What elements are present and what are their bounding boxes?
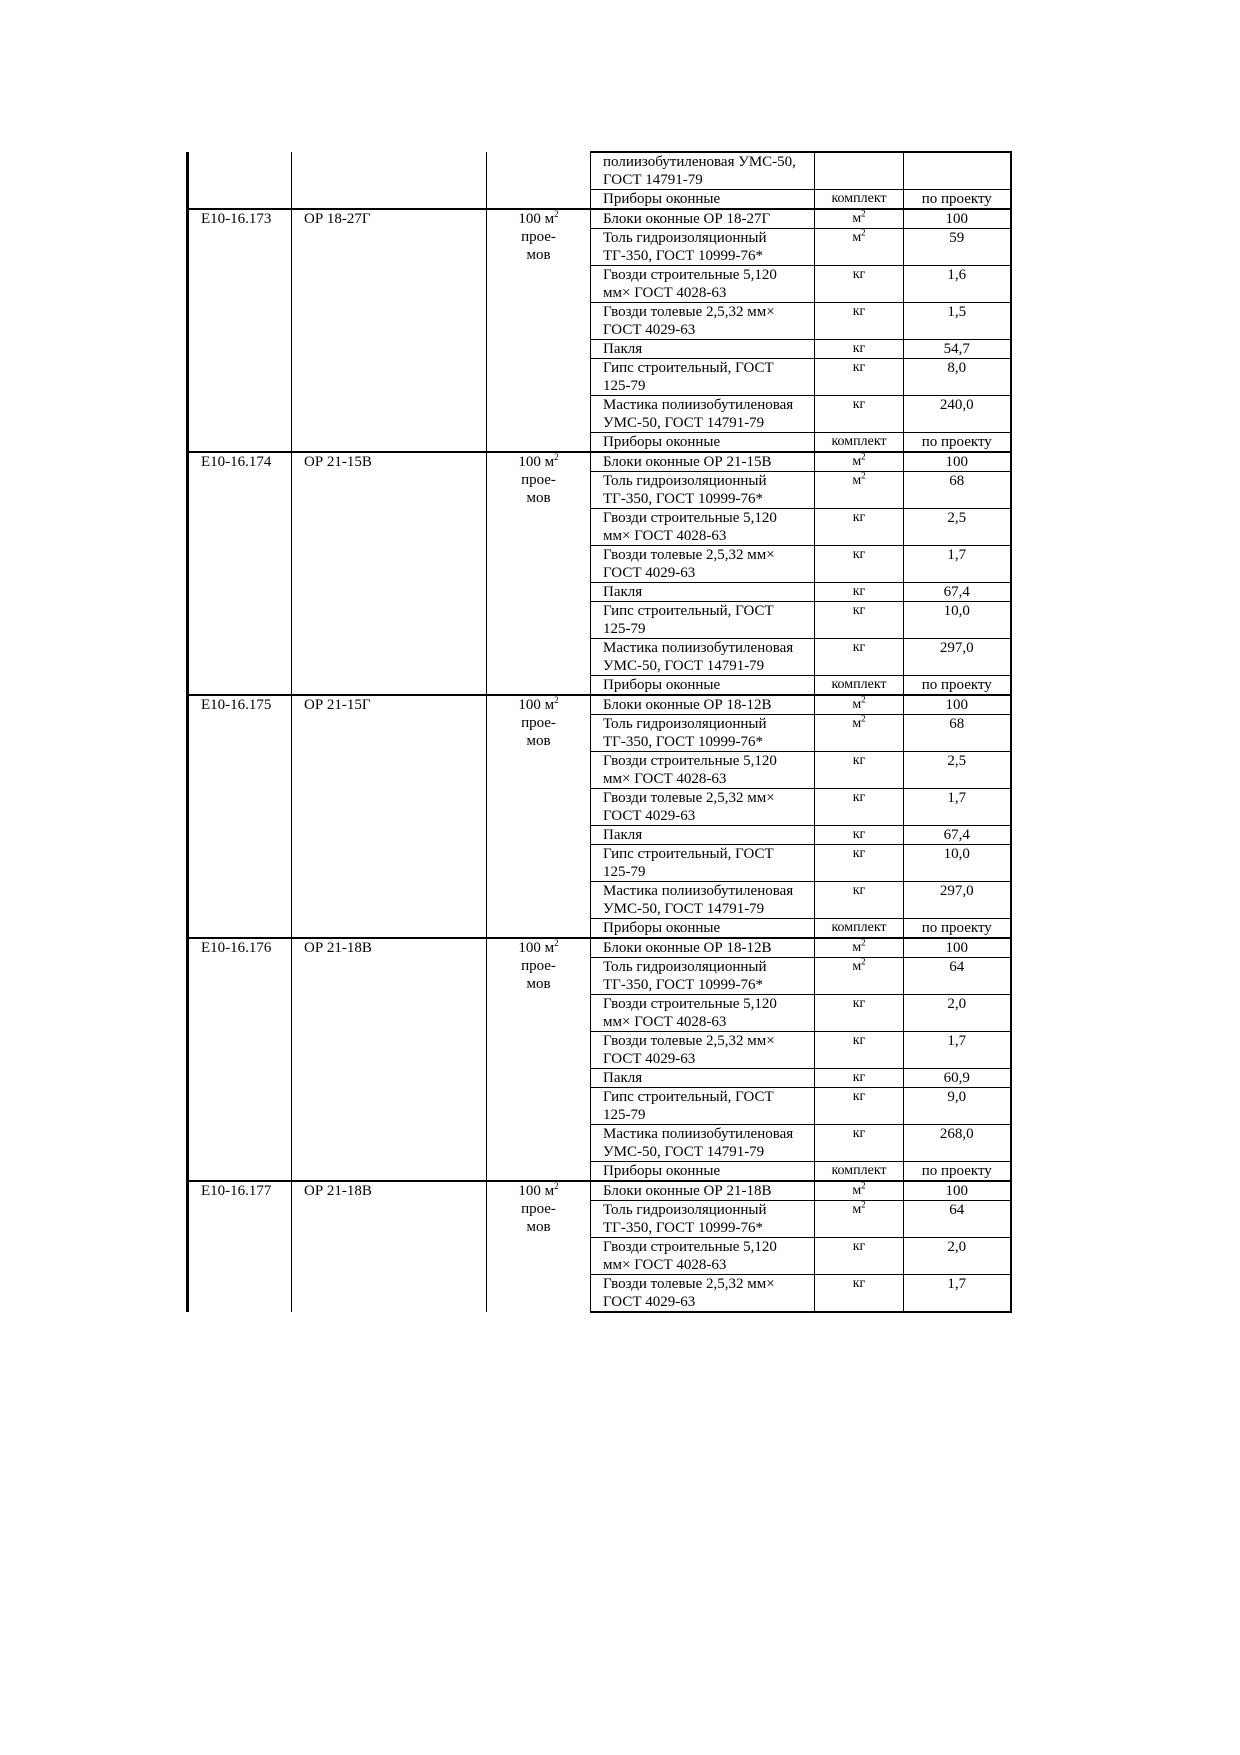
material-name: Гвозди толевые 2,5,32 мм× ГОСТ 4029-63 (591, 1275, 815, 1313)
table-body (188, 152, 1011, 1312)
material-name: Толь гидроизоляционный ТГ-350, ГОСТ 10999-76* (591, 472, 815, 509)
material-unit: кг (815, 1088, 904, 1125)
material-name: Гвозди строительные 5,120 мм× ГОСТ 4028-63 (591, 266, 815, 303)
resource-norms-table (186, 151, 1012, 1313)
material-qty: 2,0 (904, 995, 1011, 1032)
material-qty: по проекту (904, 1162, 1011, 1182)
material-unit: кг (815, 1275, 904, 1313)
material-name: Мастика полиизобутиленовая УМС-50, ГОСТ 14791-79 (591, 396, 815, 433)
material-unit: $м^2$ (815, 472, 904, 509)
measure-unit (487, 938, 591, 1181)
material-name: Приборы оконные (591, 190, 815, 210)
material-unit: $м^2$ (815, 938, 904, 958)
norm-code: Е10-16.175 (188, 695, 292, 938)
material-name: Приборы оконные (591, 676, 815, 696)
material-unit: кг (815, 396, 904, 433)
material-qty: 100 (904, 1181, 1011, 1201)
material-name: Гипс строительный, ГОСТ 125-79 (591, 1088, 815, 1125)
unit-cell (487, 152, 591, 209)
material-name: Гвозди строительные 5,120 мм× ГОСТ 4028-63 (591, 752, 815, 789)
material-qty: 64 (904, 958, 1011, 995)
measure-unit-line: мов (526, 1219, 551, 1235)
material-qty: 60,9 (904, 1069, 1011, 1088)
material-name: Приборы оконные (591, 919, 815, 939)
material-qty: 1,5 (904, 303, 1011, 340)
table-row (188, 209, 1011, 229)
material-qty (904, 152, 1011, 190)
material-unit: $м^2$ (815, 1181, 904, 1201)
measure-unit (487, 1181, 591, 1312)
material-qty: 67,4 (904, 583, 1011, 602)
material-qty: 297,0 (904, 882, 1011, 919)
material-qty: 240,0 (904, 396, 1011, 433)
measure-unit-line: мов (526, 976, 551, 992)
material-unit: $м^2$ (815, 715, 904, 752)
norm-code: Е10-16.174 (188, 452, 292, 695)
material-name: Мастика полиизобутиленовая УМС-50, ГОСТ 14791-79 (591, 882, 815, 919)
material-unit: кг (815, 789, 904, 826)
material-qty: 67,4 (904, 826, 1011, 845)
material-name: Гвозди толевые 2,5,32 мм× ГОСТ 4029-63 (591, 1032, 815, 1069)
material-name: Мастика полиизобутиленовая УМС-50, ГОСТ 14791-79 (591, 1125, 815, 1162)
norm-code: Е10-16.173 (188, 209, 292, 452)
material-unit: $м^2$ (815, 209, 904, 229)
measure-unit-line: 100 $м^2$ (518, 1181, 559, 1199)
measure-unit-line: 100 $м^2$ (518, 209, 559, 227)
material-unit: $м^2$ (815, 452, 904, 472)
material-name: Толь гидроизоляционный ТГ-350, ГОСТ 10999-76* (591, 229, 815, 266)
measure-unit-line: 100 $м^2$ (518, 695, 559, 713)
material-qty: 10,0 (904, 845, 1011, 882)
material-name: Блоки оконные ОР 18-27Г (591, 209, 815, 229)
table-row (188, 152, 1011, 190)
material-qty: 2,0 (904, 1238, 1011, 1275)
table-row (188, 938, 1011, 958)
measure-unit-line: прое- (521, 472, 556, 488)
measure-unit-line: прое- (521, 1201, 556, 1217)
material-name: Толь гидроизоляционный ТГ-350, ГОСТ 10999-76* (591, 958, 815, 995)
measure-unit-line: мов (526, 490, 551, 506)
table-row (188, 1181, 1011, 1201)
table-row (188, 695, 1011, 715)
material-qty: 68 (904, 472, 1011, 509)
measure-unit-line: прое- (521, 715, 556, 731)
measure-unit-line: мов (526, 247, 551, 263)
material-qty: 9,0 (904, 1088, 1011, 1125)
material-unit: комплект (815, 433, 904, 453)
material-qty: 2,5 (904, 752, 1011, 789)
material-unit: кг (815, 1125, 904, 1162)
material-qty: по проекту (904, 676, 1011, 696)
material-unit: кг (815, 845, 904, 882)
material-unit: кг (815, 340, 904, 359)
material-qty: 297,0 (904, 639, 1011, 676)
material-unit: кг (815, 995, 904, 1032)
material-unit: кг (815, 752, 904, 789)
measure-unit-line: 100 $м^2$ (518, 452, 559, 470)
window-block-name: ОР 21-18В (292, 1181, 487, 1312)
material-name: Пакля (591, 583, 815, 602)
material-unit: комплект (815, 919, 904, 939)
material-name: Гвозди строительные 5,120 мм× ГОСТ 4028-63 (591, 995, 815, 1032)
material-name: Гипс строительный, ГОСТ 125-79 (591, 359, 815, 396)
material-qty: 68 (904, 715, 1011, 752)
material-name: Толь гидроизоляционный ТГ-350, ГОСТ 10999-76* (591, 1201, 815, 1238)
material-name: Толь гидроизоляционный ТГ-350, ГОСТ 10999-76* (591, 715, 815, 752)
measure-unit-line: 100 $м^2$ (518, 938, 559, 956)
material-unit: комплект (815, 190, 904, 210)
material-name: Пакля (591, 826, 815, 845)
material-qty: 54,7 (904, 340, 1011, 359)
material-name: Блоки оконные ОР 21-15В (591, 452, 815, 472)
material-unit: кг (815, 509, 904, 546)
material-qty: 268,0 (904, 1125, 1011, 1162)
material-qty: 100 (904, 695, 1011, 715)
table-row (188, 452, 1011, 472)
material-name: Гвозди толевые 2,5,32 мм× ГОСТ 4029-63 (591, 303, 815, 340)
material-unit: кг (815, 359, 904, 396)
window-block-name: ОР 21-15В (292, 452, 487, 695)
measure-unit (487, 209, 591, 452)
material-name: Пакля (591, 340, 815, 359)
material-qty: 2,5 (904, 509, 1011, 546)
material-qty: 64 (904, 1201, 1011, 1238)
material-unit (815, 152, 904, 190)
material-qty: 100 (904, 209, 1011, 229)
material-unit: кг (815, 1032, 904, 1069)
code-cell (188, 152, 292, 209)
measure-unit (487, 695, 591, 938)
material-unit: кг (815, 826, 904, 845)
material-name: Приборы оконные (591, 1162, 815, 1182)
measure-unit-line: прое- (521, 229, 556, 245)
material-qty: по проекту (904, 190, 1011, 210)
material-name: Гвозди строительные 5,120 мм× ГОСТ 4028-63 (591, 509, 815, 546)
material-qty: 1,7 (904, 1275, 1011, 1313)
material-qty: по проекту (904, 433, 1011, 453)
material-qty: 8,0 (904, 359, 1011, 396)
material-qty: 1,7 (904, 1032, 1011, 1069)
material-unit: комплект (815, 676, 904, 696)
material-unit: кг (815, 882, 904, 919)
material-name: Гипс строительный, ГОСТ 125-79 (591, 845, 815, 882)
material-unit: $м^2$ (815, 958, 904, 995)
material-unit: кг (815, 602, 904, 639)
window-block-name: ОР 21-15Г (292, 695, 487, 938)
material-qty: 100 (904, 452, 1011, 472)
material-qty: 1,7 (904, 546, 1011, 583)
material-name: Мастика полиизобутиленовая УМС-50, ГОСТ 14791-79 (591, 639, 815, 676)
window-block-name: ОР 18-27Г (292, 209, 487, 452)
material-qty: 100 (904, 938, 1011, 958)
material-name: Гвозди толевые 2,5,32 мм× ГОСТ 4029-63 (591, 546, 815, 583)
material-name: Гвозди строительные 5,120 мм× ГОСТ 4028-63 (591, 1238, 815, 1275)
material-qty: 1,6 (904, 266, 1011, 303)
material-unit: $м^2$ (815, 229, 904, 266)
material-qty: 1,7 (904, 789, 1011, 826)
material-unit: $м^2$ (815, 695, 904, 715)
material-name: Блоки оконные ОР 18-12В (591, 695, 815, 715)
material-unit: кг (815, 1238, 904, 1275)
material-unit: кг (815, 639, 904, 676)
material-name: Блоки оконные ОР 18-12В (591, 938, 815, 958)
material-name: Приборы оконные (591, 433, 815, 453)
material-unit: кг (815, 546, 904, 583)
material-unit: комплект (815, 1162, 904, 1182)
material-name: Гипс строительный, ГОСТ 125-79 (591, 602, 815, 639)
material-name: Блоки оконные ОР 21-18В (591, 1181, 815, 1201)
norm-code: Е10-16.176 (188, 938, 292, 1181)
material-qty: 59 (904, 229, 1011, 266)
material-unit: кг (815, 303, 904, 340)
material-name: Гвозди толевые 2,5,32 мм× ГОСТ 4029-63 (591, 789, 815, 826)
material-qty: по проекту (904, 919, 1011, 939)
window-block-name: ОР 21-18В (292, 938, 487, 1181)
measure-unit-line: прое- (521, 958, 556, 974)
measure-unit-line: мов (526, 733, 551, 749)
name-cell (292, 152, 487, 209)
material-unit: кг (815, 1069, 904, 1088)
material-unit: кг (815, 583, 904, 602)
norm-code: Е10-16.177 (188, 1181, 292, 1312)
material-unit: $м^2$ (815, 1201, 904, 1238)
material-unit: кг (815, 266, 904, 303)
measure-unit (487, 452, 591, 695)
material-name: Пакля (591, 1069, 815, 1088)
material-qty: 10,0 (904, 602, 1011, 639)
material-name: полиизобутиленовая УМС-50, ГОСТ 14791-79 (591, 152, 815, 190)
